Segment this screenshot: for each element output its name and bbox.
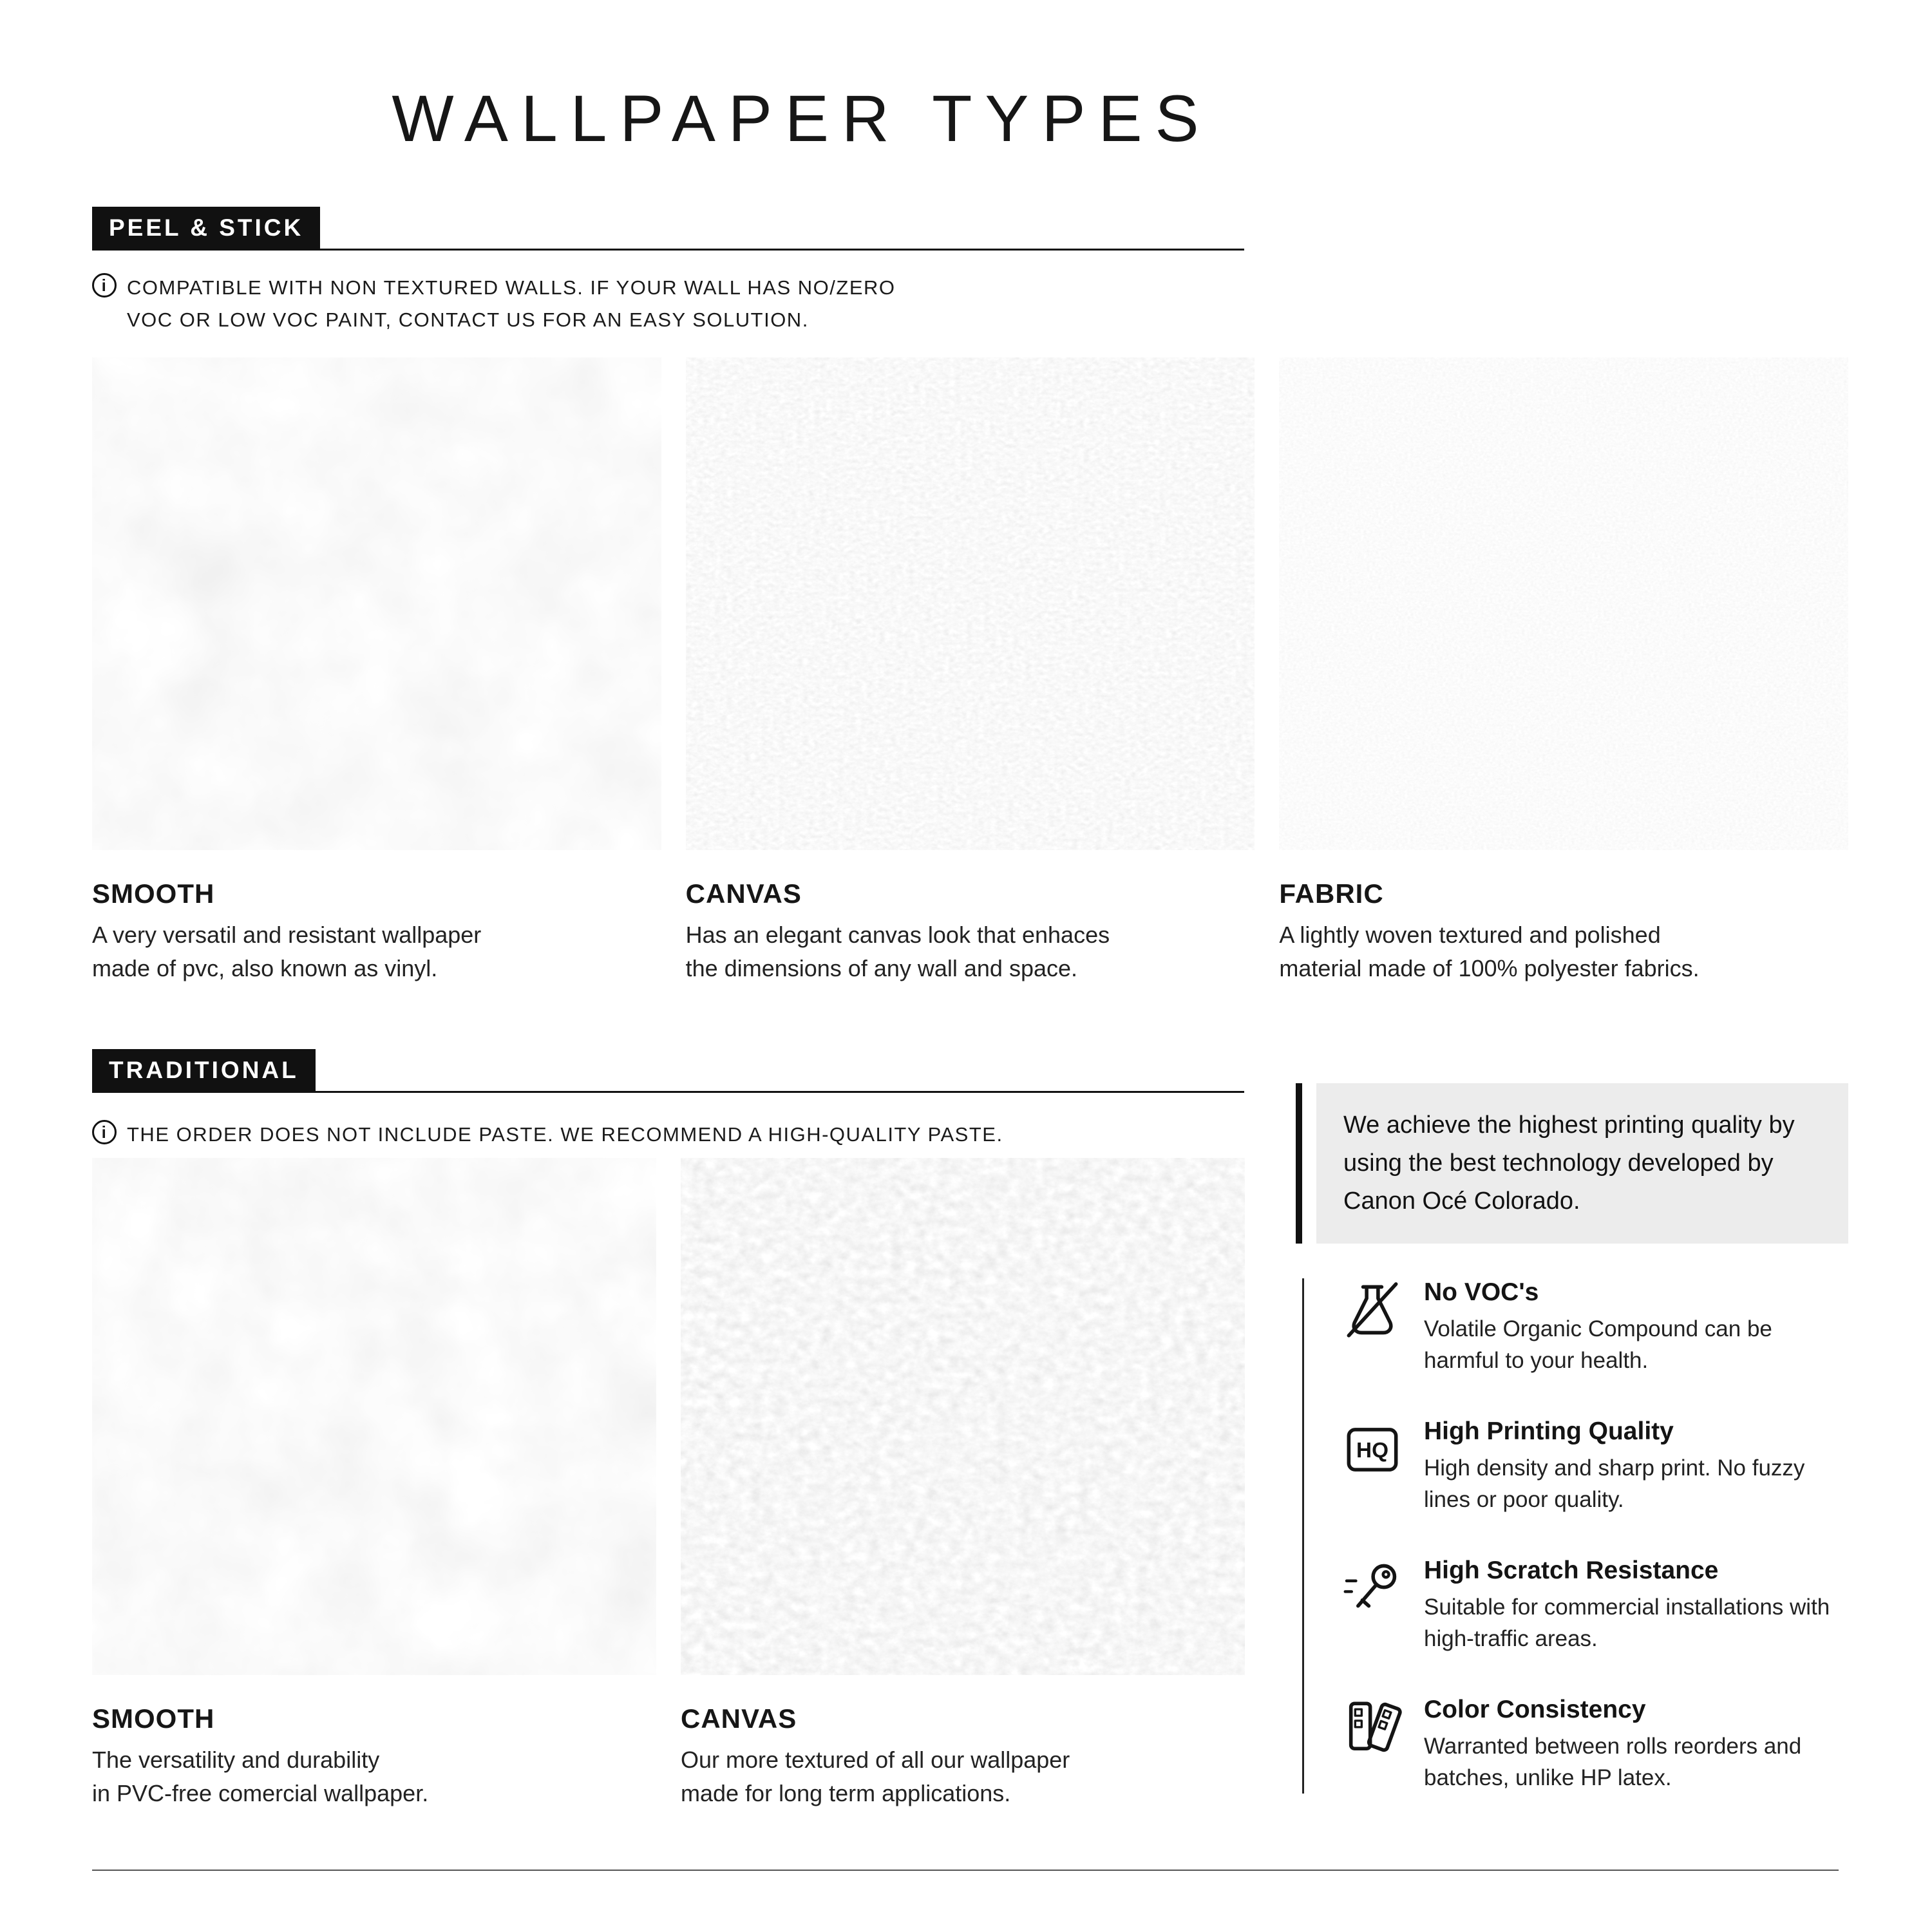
traditional-card-canvas bbox=[681, 1158, 1245, 1810]
feature-list bbox=[1302, 1278, 1848, 1794]
traditional-smooth-title: SMOOTH bbox=[92, 1703, 215, 1734]
feature-high-scratch-resistance bbox=[1340, 1557, 1848, 1654]
printing-quality-text: We achieve the highest printing quality by using the best technology developed by Canon Océ Colorado. bbox=[1316, 1083, 1848, 1244]
feature-title: Color Consistency bbox=[1424, 1696, 1646, 1723]
feature-no-vocs bbox=[1340, 1278, 1848, 1376]
peel-card-canvas bbox=[686, 357, 1255, 985]
traditional-note-text bbox=[127, 1119, 1003, 1151]
peel-canvas-description bbox=[686, 918, 1255, 985]
swatch-book-icon bbox=[1340, 1696, 1405, 1760]
peel-canvas-title: CANVAS bbox=[685, 878, 802, 909]
peel-smooth-title: SMOOTH bbox=[92, 878, 215, 909]
bottom-divider bbox=[92, 1870, 1839, 1871]
traditional-canvas-title: CANVAS bbox=[681, 1703, 797, 1734]
peel-fabric-description bbox=[1279, 918, 1848, 985]
section-label-peel-stick: PEEL & STICK bbox=[92, 207, 320, 249]
feature-description: Suitable for commercial installations with high-traffic areas. bbox=[1424, 1595, 1830, 1651]
feature-color-consistency bbox=[1340, 1696, 1848, 1794]
smooth-vinyl-texture-image bbox=[92, 357, 661, 850]
callout-accent-bar bbox=[1296, 1083, 1302, 1244]
peel-swatch-row bbox=[92, 357, 1848, 985]
feature-color-consistency-text bbox=[1424, 1696, 1848, 1794]
feature-description: Volatile Organic Compound can be harmful to your health. bbox=[1424, 1316, 1772, 1373]
peel-smooth-desc-line-1: A very versatil and resistant wallpaper bbox=[92, 922, 482, 948]
traditional-smooth-desc-line-1: The versatility and durability bbox=[92, 1747, 380, 1773]
feature-high-scratch-resistance-text bbox=[1424, 1557, 1848, 1654]
traditional-swatch-row bbox=[92, 1158, 1245, 1810]
feature-title: No VOC's bbox=[1424, 1278, 1539, 1306]
info-icon: i bbox=[92, 1120, 117, 1144]
feature-title: High Scratch Resistance bbox=[1424, 1557, 1719, 1584]
key-scratch-icon bbox=[1340, 1557, 1405, 1621]
traditional-canvas-desc-line-2: made for long term applications. bbox=[681, 1780, 1011, 1807]
peel-card-smooth bbox=[92, 357, 661, 985]
rough-canvas-texture-image bbox=[681, 1158, 1245, 1675]
feature-high-printing-quality-text bbox=[1424, 1417, 1848, 1515]
canvas-texture-image bbox=[686, 357, 1255, 850]
peel-compatibility-note bbox=[92, 272, 896, 336]
hq-icon-letters: HQ bbox=[1356, 1439, 1388, 1463]
printing-quality-callout bbox=[1296, 1083, 1848, 1244]
section-header-peel-stick bbox=[92, 207, 1244, 251]
fabric-texture-image bbox=[1279, 357, 1848, 850]
feature-high-printing-quality bbox=[1340, 1417, 1848, 1515]
traditional-paste-note bbox=[92, 1119, 1003, 1151]
traditional-canvas-desc-line-1: Our more textured of all our wallpaper bbox=[681, 1747, 1070, 1773]
peel-fabric-title: FABRIC bbox=[1279, 878, 1384, 909]
feature-no-vocs-text bbox=[1424, 1278, 1848, 1376]
peel-note-text bbox=[127, 272, 896, 336]
smooth-texture-image bbox=[92, 1158, 656, 1675]
peel-fabric-desc-line-1: A lightly woven textured and polished bbox=[1279, 922, 1661, 948]
traditional-smooth-desc-line-2: in PVC-free comercial wallpaper. bbox=[92, 1780, 429, 1807]
traditional-note-line-1: THE ORDER DOES NOT INCLUDE PASTE. WE RECOMMEND A HIGH-QUALITY PASTE. bbox=[127, 1123, 1003, 1146]
feature-description: High density and sharp print. No fuzzy lines or poor quality. bbox=[1424, 1455, 1805, 1512]
info-icon: i bbox=[92, 273, 117, 298]
section-header-traditional bbox=[92, 1050, 1244, 1093]
hq-badge-icon bbox=[1340, 1417, 1405, 1482]
traditional-smooth-description bbox=[92, 1743, 656, 1810]
peel-canvas-desc-line-2: the dimensions of any wall and space. bbox=[685, 955, 1078, 982]
peel-note-line-2: VOC OR LOW VOC PAINT, CONTACT US FOR AN EASY SOLUTION. bbox=[127, 308, 809, 331]
peel-card-fabric bbox=[1279, 357, 1848, 985]
feature-title: High Printing Quality bbox=[1424, 1417, 1674, 1445]
peel-note-line-1: COMPATIBLE WITH NON TEXTURED WALLS. IF YOUR WALL HAS NO/ZERO bbox=[127, 276, 896, 299]
page-title: WALLPAPER TYPES bbox=[392, 82, 1212, 155]
peel-fabric-desc-line-2: material made of 100% polyester fabrics. bbox=[1279, 955, 1700, 982]
peel-smooth-description bbox=[92, 918, 661, 985]
peel-smooth-desc-line-2: made of pvc, also known as vinyl. bbox=[92, 955, 438, 982]
flask-crossed-icon bbox=[1340, 1278, 1405, 1343]
feature-description: Warranted between rolls reorders and batches, unlike HP latex. bbox=[1424, 1734, 1802, 1790]
traditional-card-smooth bbox=[92, 1158, 656, 1810]
peel-canvas-desc-line-1: Has an elegant canvas look that enhaces bbox=[685, 922, 1110, 948]
traditional-canvas-description bbox=[681, 1743, 1245, 1810]
section-label-traditional: TRADITIONAL bbox=[92, 1049, 316, 1091]
